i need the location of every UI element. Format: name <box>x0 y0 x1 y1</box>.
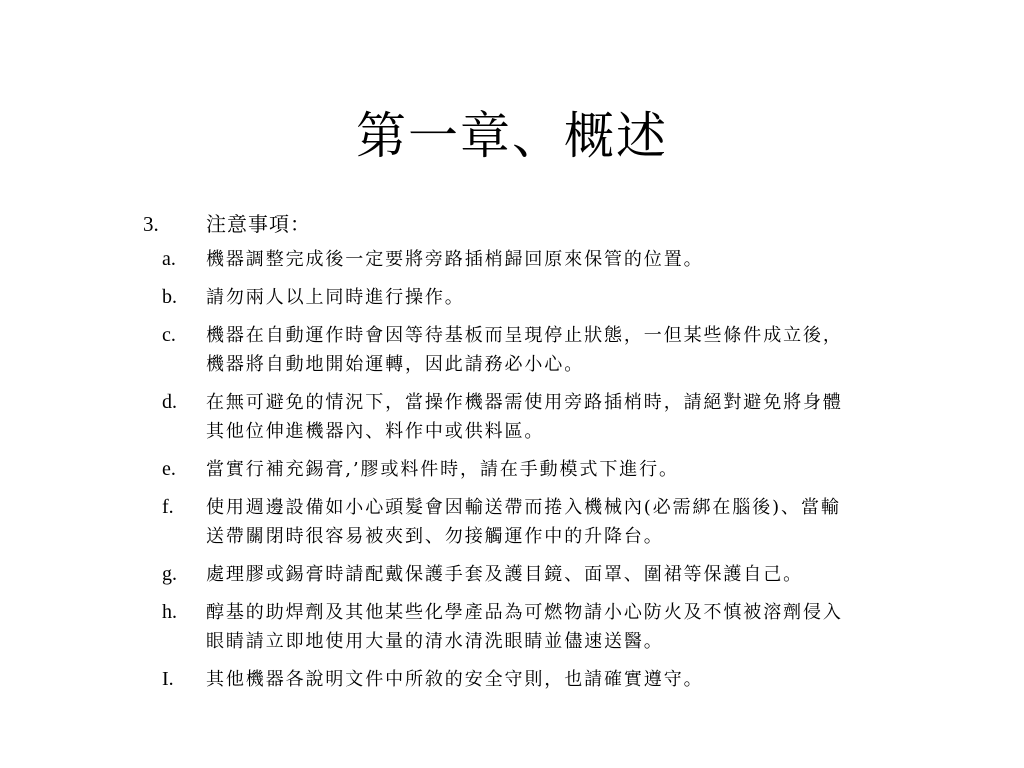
item-marker: d. <box>162 391 177 413</box>
item-text <box>206 455 1022 484</box>
item-line: 使用週邊設備如小心頭髮會因輸送帶而捲入機械內(必需綁在腦後)、當輸 <box>206 497 841 518</box>
slide-title: 第一章、概述 <box>356 107 668 165</box>
item-marker: h. <box>162 601 177 623</box>
item-marker: c. <box>162 324 176 346</box>
item-marker: f. <box>162 496 174 518</box>
item-line: 請勿兩人以上同時進行操作。 <box>206 287 465 308</box>
item-marker: g. <box>162 563 177 585</box>
item-line: 眼睛請立即地使用大量的清水清洗眼睛並儘速送醫。 <box>206 631 664 652</box>
item-line: 處理膠或錫膏時請配戴保護手套及護目鏡、面罩、圍裙等保護自己。 <box>206 564 803 585</box>
list-item <box>0 598 1024 656</box>
list-item <box>0 388 1024 446</box>
item-marker: e. <box>162 458 176 480</box>
list-item <box>0 245 1024 274</box>
item-text <box>206 598 1022 656</box>
item-line: 在無可避免的情況下，當操作機器需使用旁路插梢時，請絕對避免將身體 <box>206 392 843 413</box>
item-text <box>206 665 1022 694</box>
list-item <box>0 455 1024 484</box>
section-label: 注意事項： <box>206 212 311 236</box>
item-line: 其他位伸進機器內、料作中或供料區。 <box>206 421 545 442</box>
section-heading <box>0 206 1024 242</box>
item-line: 機器調整完成後一定要將旁路插梢歸回原來保管的位置。 <box>206 249 704 270</box>
item-line: 送帶關閉時很容易被夾到、勿接觸運作中的升降台。 <box>206 526 664 547</box>
list-item <box>0 493 1024 551</box>
item-text <box>206 493 1022 551</box>
item-text <box>206 283 1022 312</box>
item-line: 醇基的助焊劑及其他某些化學產品為可燃物請小心防火及不慎被溶劑侵入 <box>206 602 843 623</box>
precaution-list <box>0 245 1024 703</box>
item-marker: I. <box>162 668 174 690</box>
list-item <box>0 560 1024 589</box>
item-text <box>206 245 1022 274</box>
item-text <box>206 388 1022 446</box>
item-line: 機器在自動運作時會因等待基板而呈現停止狀態，一但某些條件成立後， <box>206 325 843 346</box>
item-line: 機器將自動地開始運轉，因此請務必小心。 <box>206 354 585 375</box>
item-text <box>206 321 1022 379</box>
item-marker: b. <box>162 286 177 308</box>
section-number: 3. <box>143 212 159 236</box>
list-item <box>0 283 1024 312</box>
item-line: 其他機器各說明文件中所敘的安全守則，也請確實遵守。 <box>206 669 704 690</box>
item-line: 當實行補充錫膏,’膠或料件時，請在手動模式下進行。 <box>206 459 679 480</box>
list-item <box>0 665 1024 694</box>
item-text <box>206 560 1022 589</box>
list-item <box>0 321 1024 379</box>
item-marker: a. <box>162 248 176 270</box>
